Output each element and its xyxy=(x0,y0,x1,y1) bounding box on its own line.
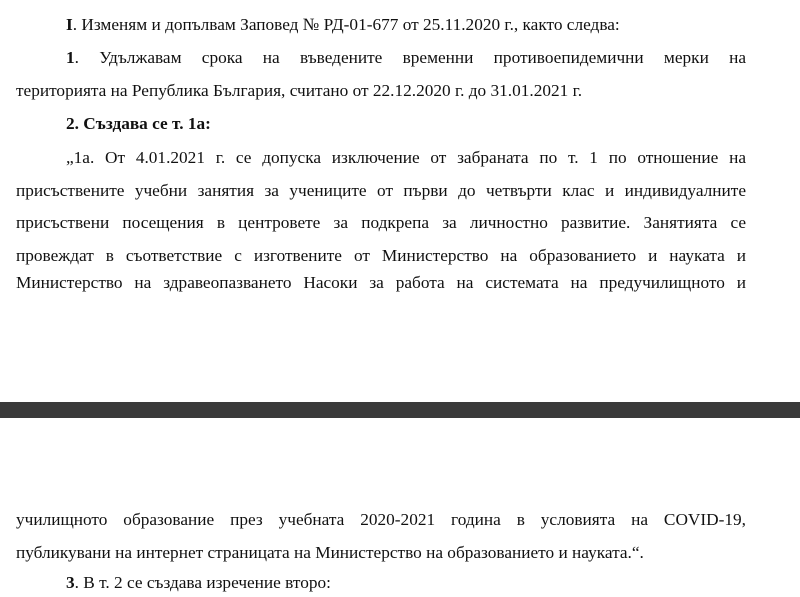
item-3-text: . В т. 2 се създава изречение второ: xyxy=(74,573,331,592)
item-2-heading: 2. Създава се т. 1а: xyxy=(66,114,211,133)
section-i-text: . Изменям и допълвам Заповед № РД-01-677 от 25.11.2020 г., както следва: xyxy=(72,15,620,34)
document-page-bottom xyxy=(0,418,800,597)
item-3-paragraph xyxy=(66,572,746,594)
item-3-number: 3 xyxy=(66,573,75,592)
item-1-number: 1 xyxy=(66,48,75,67)
item-2-line-5: Министерство на здравеопазването Насоки за работа на системата на предучилищното и xyxy=(16,273,746,292)
item-2-line-4: провеждат в съответствие с изготвените от Министерство на образованието и науката и xyxy=(16,246,746,265)
item-2-continuation-line-1: училищното образование през учебната 2020-2021 година в условията на COVID-19, xyxy=(16,510,746,529)
item-2-line-1: „1а. От 4.01.2021 г. се допуска изключение от забраната по т. 1 по отношение на xyxy=(66,148,746,167)
item-1-line-1 xyxy=(66,47,746,69)
item-2-line-2: присъствените учебни занятия за учениците от първи до четвърти клас и индивидуалните xyxy=(16,181,746,200)
section-i-number: I xyxy=(66,15,73,34)
item-1-line-2: територията на Република България, считано от 22.12.2020 г. до 31.01.2021 г. xyxy=(16,81,583,100)
item-2-continuation-line-2: публикувани на интернет страницата на Министерство на образованието и науката.“. xyxy=(16,543,644,562)
section-i-paragraph xyxy=(66,14,746,36)
item-2-line-3: присъствени посещения в центровете за подкрепа за личностно развитие. Занятията се xyxy=(16,213,746,232)
item-1-text: . Удължавам срока на въведените временни противоепидемични мерки на xyxy=(74,48,746,67)
page-separator xyxy=(0,402,800,418)
